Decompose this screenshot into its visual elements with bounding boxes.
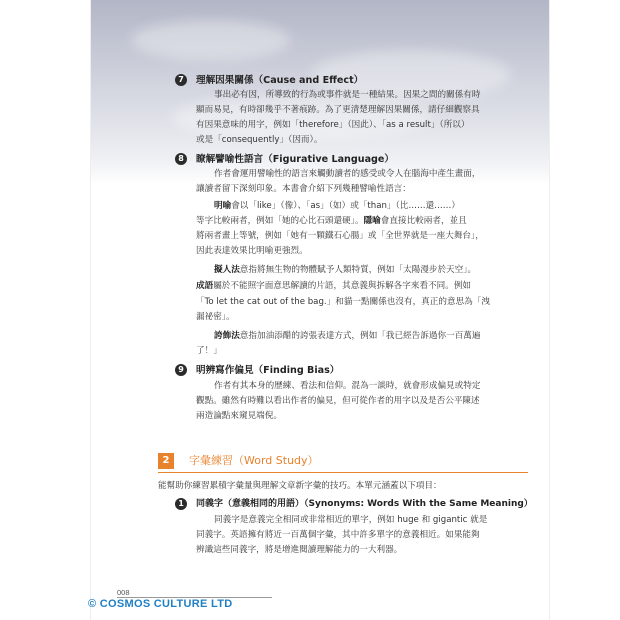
term-bold: 隱喻 <box>363 216 381 226</box>
text-line: 事出必有因，所導致的行為或事件就是一種結果。因果之間的關係有時 <box>214 90 481 100</box>
item-heading: 理解因果關係（Cause and Effect） <box>196 75 364 86</box>
item-heading: 同義字（意義相同的用語）（Synonyms: Words With the Same Meaning） <box>196 499 533 509</box>
text-line: 或是「consequently」（因而）。 <box>196 135 323 145</box>
text-line: 讓讀者留下深刻印象。本書會介紹下列幾種譬喻性語言： <box>196 184 411 194</box>
item-number-badge: 8 <box>175 153 187 165</box>
text-span: 會直接比較兩者，並且 <box>380 216 467 226</box>
text-span: 會以「like」（像）、「as」（如）或「than」（比……還……） <box>231 201 460 211</box>
section-intro: 能幫助你練習累積字彙量與理解文章新字彙的技巧。本單元涵蓋以下項目： <box>158 481 442 491</box>
item-heading: 明辨寫作偏見（Finding Bias） <box>196 365 340 376</box>
text-line: 因此表達效果比明喻更強烈。 <box>196 246 308 256</box>
text-line: 有因果意味的用字，例如「therefore」（因此）、「as a result」（所以） <box>196 120 470 130</box>
text-line: 將兩者畫上等號，例如「她有一顆鐵石心腸」或「全世界就是一座大舞台」， <box>196 231 484 241</box>
text-line: 辨識這些同義字，將是增進閱讀理解能力的一大利器。 <box>196 545 403 555</box>
section-divider <box>158 472 528 473</box>
item-heading: 瞭解譬喻性語言（Figurative Language） <box>196 154 395 165</box>
text-line <box>214 200 460 212</box>
text-line: 觀點。雖然有時難以看出作者的偏見，但可從作者的用字以及是否公平陳述 <box>196 396 480 406</box>
text-span: 等字比較兩者，例如「她的心比石頭還硬」。 <box>196 216 364 226</box>
item-number-badge: 9 <box>175 364 187 376</box>
term-bold: 明喻 <box>214 201 232 211</box>
section-number-badge: 2 <box>158 453 174 469</box>
item-number-badge: 7 <box>175 74 187 86</box>
text-line <box>214 264 476 276</box>
text-line: 同義字。英語擁有將近一百萬個字彙，其中許多單字的意義相近。如果能夠 <box>196 530 480 540</box>
text-line: 兩造論點來窺見端倪。 <box>196 411 282 421</box>
page-content <box>91 0 549 620</box>
page-number: 008 <box>117 588 130 597</box>
text-line: 作者會運用譬喻性的語言來觸動讀者的感受或令人在腦海中產生畫面， <box>214 169 481 179</box>
term-bold: 誇飾法 <box>214 331 240 341</box>
item-number-badge: 1 <box>175 498 187 510</box>
text-line: 「To let the cat out of the bag.」和貓一點關係也沒有，真正的意思為「洩 <box>196 297 490 307</box>
book-page <box>91 0 549 620</box>
text-line <box>214 330 480 342</box>
term-bold: 擬人法 <box>214 265 240 275</box>
text-line <box>196 280 471 292</box>
text-line: 漏祕密」。 <box>196 312 235 322</box>
text-line: 了！」 <box>196 346 222 356</box>
section-title: 字彙練習（Word Study） <box>189 454 319 467</box>
text-span: 意指將無生物的物體賦予人類特質，例如「太陽漫步於天空」。 <box>239 265 477 275</box>
text-line: 作者有其本身的歷練、看法和信仰。混為一談時，就會形成偏見或特定 <box>214 381 481 391</box>
text-line <box>196 215 467 227</box>
text-span: 意指加油添醋的誇張表達方式，例如「我已經告訴過你一百萬遍 <box>239 331 481 341</box>
term-bold: 成語 <box>196 281 214 291</box>
text-line: 同義字是意義完全相同或非常相近的單字，例如 huge 和 gigantic 就是 <box>214 515 488 525</box>
text-line: 顯而易見，有時卻幾乎不著痕跡。為了更清楚理解因果關係，請仔細觀察具 <box>196 105 480 115</box>
copyright-watermark: © COSMOS CULTURE LTD <box>88 598 233 610</box>
text-span: 屬於不能照字面意思解讀的片語，其意義與拆解各字來看不同。例如 <box>213 281 472 291</box>
